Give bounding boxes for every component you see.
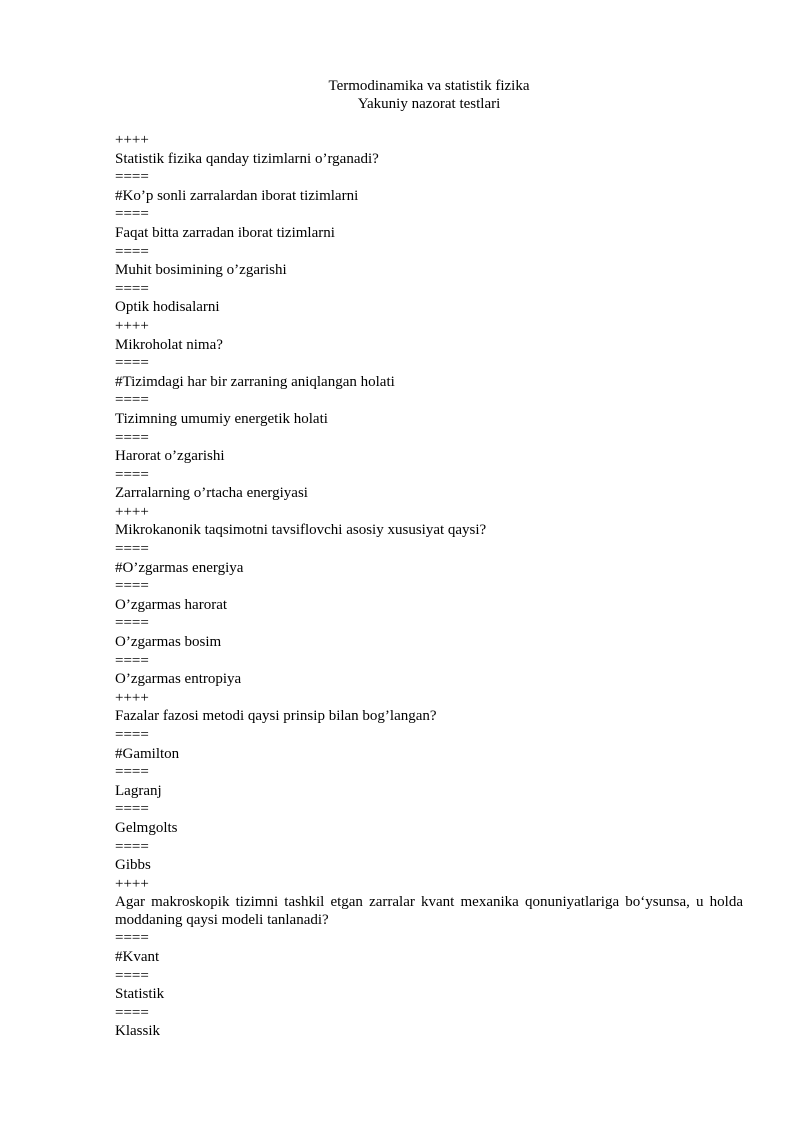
question-text: Statistik fizika qanday tizimlarni o’rganadi? (115, 150, 379, 167)
answer-option: Gibbs (115, 857, 151, 874)
question-text: Mikroholat nima? (115, 336, 223, 353)
answer-option: Muhit bosimining o’zgarishi (115, 262, 287, 279)
answer-option: #Tizimdagi har bir zarraning aniqlangan holati (115, 373, 395, 390)
option-separator: ==== (115, 280, 149, 297)
question-marker: ++++ (115, 317, 149, 334)
option-separator: ==== (115, 652, 149, 669)
answer-option: Gelmgolts (115, 819, 178, 836)
document-title: Termodinamika va statistik fizika (328, 78, 530, 94)
question-block (115, 131, 743, 317)
option-separator: ==== (115, 727, 149, 743)
answer-option: O’zgarmas entropiya (115, 671, 242, 688)
question-marker: ++++ (115, 875, 149, 892)
answer-option: Zarralarning o’rtacha energiyasi (115, 485, 308, 502)
document-subtitle: Yakuniy nazorat testlari (357, 96, 501, 112)
question-block (115, 503, 743, 689)
answer-option: Harorat o’zgarishi (115, 448, 225, 465)
option-separator: ==== (115, 838, 149, 855)
option-separator: ==== (115, 429, 149, 446)
option-separator: ==== (115, 615, 149, 632)
question-block (115, 317, 743, 503)
question-text: Agar makroskopik tizimni tashkil etgan zarralar kvant mexanika qonuniyatlariga bo‘ysunsa, u holda moddaning qaysi modeli tanlanadi? (115, 894, 743, 929)
option-separator: ==== (115, 206, 149, 223)
test-content (115, 131, 743, 1041)
answer-option: Klassik (115, 1023, 160, 1040)
option-separator: ==== (115, 392, 149, 409)
option-separator: ==== (115, 930, 149, 947)
option-separator: ==== (115, 541, 149, 558)
document-header (0, 77, 800, 113)
question-marker: ++++ (115, 503, 149, 520)
option-separator: ==== (115, 466, 149, 483)
answer-option: Faqat bitta zarradan iborat tizimlarni (115, 224, 335, 241)
question-block (115, 875, 743, 1041)
question-text: Fazalar fazosi metodi qaysi prinsip bilan bog’langan? (115, 708, 437, 725)
answer-option: #Kvant (115, 948, 160, 965)
answer-option: #Ko’p sonli zarralardan iborat tizimlarni (115, 187, 359, 204)
answer-option: Statistik (115, 986, 165, 1003)
answer-option: O’zgarmas harorat (115, 596, 228, 613)
answer-option: #O’zgarmas energiya (115, 559, 244, 576)
answer-option: O’zgarmas bosim (115, 634, 222, 651)
option-separator: ==== (115, 967, 149, 984)
answer-option: Optik hodisalarni (115, 299, 220, 316)
option-separator: ==== (115, 764, 149, 781)
option-separator: ==== (115, 355, 149, 372)
option-separator: ==== (115, 801, 149, 818)
answer-option: #Gamilton (115, 745, 180, 762)
option-separator: ==== (115, 1004, 149, 1021)
question-block (115, 689, 743, 875)
option-separator: ==== (115, 243, 149, 260)
question-marker: ++++ (115, 132, 149, 148)
option-separator: ==== (115, 578, 149, 595)
answer-option: Lagranj (115, 782, 162, 799)
answer-option: Tizimning umumiy energetik holati (115, 410, 328, 427)
question-marker: ++++ (115, 689, 149, 706)
question-text: Mikrokanonik taqsimotni tavsiflovchi asosiy xususiyat qaysi? (115, 522, 487, 539)
option-separator: ==== (115, 169, 149, 186)
